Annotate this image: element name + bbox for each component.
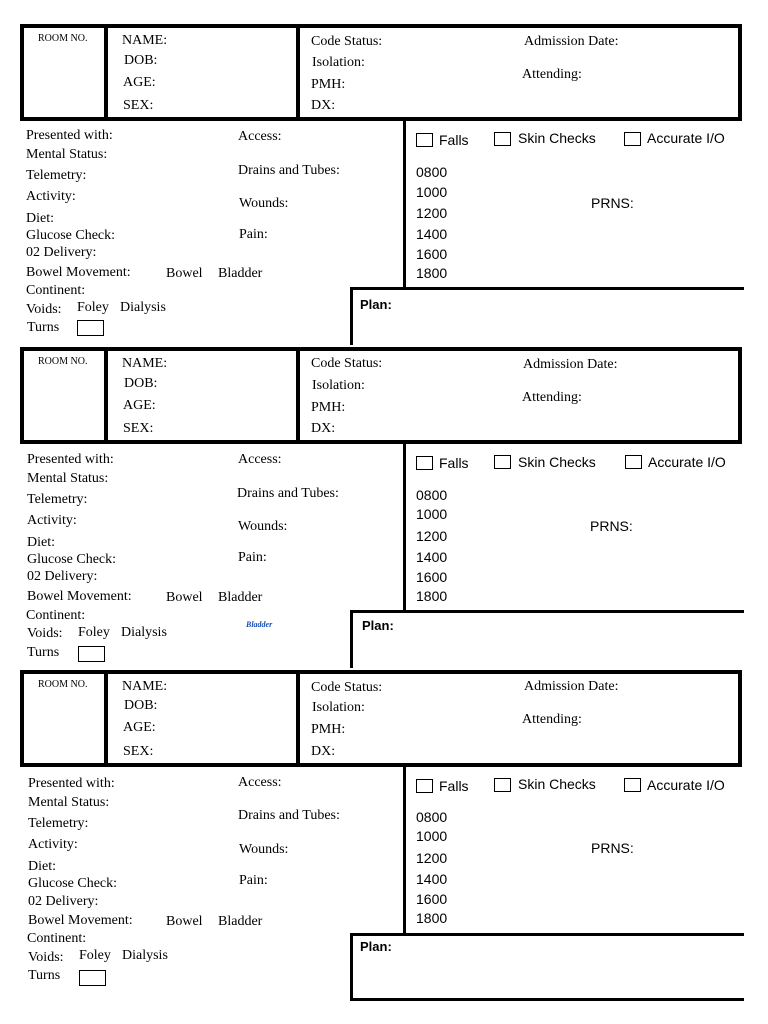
dob-label: DOB: — [124, 376, 158, 391]
admission-date-label: Admission Date: — [523, 357, 618, 372]
skin-checks-checkbox[interactable] — [494, 778, 511, 792]
falls-label: Falls — [439, 778, 469, 794]
divider — [296, 24, 300, 121]
falls-label: Falls — [439, 455, 469, 471]
access-label: Access: — [238, 452, 282, 467]
activity-label: Activity: — [26, 189, 76, 204]
time-1400: 1400 — [416, 226, 448, 242]
time-0800: 0800 — [416, 164, 448, 180]
patient-section-3 — [0, 646, 768, 1006]
bowel-movement-label: Bowel Movement: — [27, 589, 132, 604]
time-0800: 0800 — [416, 809, 448, 825]
room-no-label: ROOM NO. — [38, 679, 88, 690]
turns-box[interactable] — [79, 970, 106, 986]
code-status-label: Code Status: — [311, 356, 383, 371]
access-label: Access: — [238, 129, 282, 144]
foley-label: Foley — [79, 948, 111, 963]
wounds-label: Wounds: — [239, 842, 289, 857]
bowel-movement-label: Bowel Movement: — [28, 913, 133, 928]
drains-tubes-label: Drains and Tubes: — [238, 808, 340, 823]
skin-checks-label: Skin Checks — [518, 130, 596, 146]
voids-label: Voids: — [26, 302, 62, 317]
room-no-label: ROOM NO. — [38, 33, 88, 44]
pmh-label: PMH: — [311, 400, 346, 415]
plan-label: Plan: — [360, 297, 392, 312]
dialysis-label: Dialysis — [120, 300, 166, 315]
time-1200: 1200 — [416, 205, 448, 221]
admission-date-label: Admission Date: — [524, 34, 619, 49]
presented-with-label: Presented with: — [27, 452, 114, 467]
isolation-label: Isolation: — [312, 700, 365, 715]
attending-label: Attending: — [522, 67, 582, 82]
foley-label: Foley — [78, 625, 110, 640]
o2-delivery-label: 02 Delivery: — [28, 894, 99, 909]
time-1400: 1400 — [416, 549, 448, 565]
dialysis-label: Dialysis — [121, 625, 167, 640]
code-status-label: Code Status: — [311, 34, 383, 49]
bladder-label: Bladder — [218, 590, 263, 605]
divider — [104, 670, 108, 767]
prns-label: PRNS: — [591, 840, 634, 856]
pmh-label: PMH: — [311, 77, 346, 92]
skin-checks-label: Skin Checks — [518, 454, 596, 470]
pain-label: Pain: — [238, 550, 267, 565]
sex-label: SEX: — [123, 98, 154, 113]
handwritten-note: Bladder — [246, 620, 273, 629]
mental-status-label: Mental Status: — [28, 795, 110, 810]
time-1800: 1800 — [416, 265, 448, 281]
turns-label: Turns — [27, 320, 60, 335]
dialysis-label: Dialysis — [122, 948, 168, 963]
dx-label: DX: — [311, 421, 336, 436]
code-status-label: Code Status: — [311, 680, 383, 695]
age-label: AGE: — [123, 398, 156, 413]
age-label: AGE: — [123, 720, 156, 735]
prns-label: PRNS: — [590, 518, 633, 534]
patient-section-2 — [0, 323, 768, 668]
time-1600: 1600 — [416, 246, 448, 262]
plan-label: Plan: — [362, 618, 394, 633]
diet-label: Diet: — [26, 211, 54, 226]
divider — [403, 121, 406, 289]
room-no-label: ROOM NO. — [38, 356, 88, 367]
sex-label: SEX: — [123, 421, 154, 436]
accurate-io-checkbox[interactable] — [625, 455, 642, 469]
time-1200: 1200 — [416, 528, 448, 544]
bowel-label: Bowel — [166, 914, 203, 929]
accurate-io-checkbox[interactable] — [624, 778, 641, 792]
dx-label: DX: — [311, 744, 336, 759]
bowel-label: Bowel — [166, 590, 203, 605]
time-0800: 0800 — [416, 487, 448, 503]
accurate-io-label: Accurate I/O — [647, 130, 725, 146]
mental-status-label: Mental Status: — [26, 147, 108, 162]
divider — [403, 767, 406, 935]
falls-label: Falls — [439, 132, 469, 148]
voids-label: Voids: — [27, 626, 63, 641]
attending-label: Attending: — [522, 712, 582, 727]
time-1600: 1600 — [416, 891, 448, 907]
age-label: AGE: — [123, 75, 156, 90]
diet-label: Diet: — [28, 859, 56, 874]
divider — [104, 347, 108, 444]
prns-label: PRNS: — [591, 195, 634, 211]
dob-label: DOB: — [124, 698, 158, 713]
falls-checkbox[interactable] — [416, 133, 433, 147]
plan-label: Plan: — [360, 939, 392, 954]
isolation-label: Isolation: — [312, 55, 365, 70]
patient-section-1 — [0, 0, 768, 345]
telemetry-label: Telemetry: — [28, 816, 89, 831]
turns-label: Turns — [28, 968, 61, 983]
wounds-label: Wounds: — [239, 196, 289, 211]
telemetry-label: Telemetry: — [26, 168, 87, 183]
divider — [350, 933, 744, 936]
presented-with-label: Presented with: — [28, 776, 115, 791]
divider — [350, 998, 744, 1001]
divider — [104, 24, 108, 121]
bladder-label: Bladder — [218, 266, 263, 281]
bladder-label: Bladder — [218, 914, 263, 929]
turns-label: Turns — [27, 645, 60, 660]
time-1000: 1000 — [416, 506, 448, 522]
access-label: Access: — [238, 775, 282, 790]
drains-tubes-label: Drains and Tubes: — [238, 163, 340, 178]
pmh-label: PMH: — [311, 722, 346, 737]
o2-delivery-label: 02 Delivery: — [26, 245, 97, 260]
time-1800: 1800 — [416, 910, 448, 926]
attending-label: Attending: — [522, 390, 582, 405]
dx-label: DX: — [311, 98, 336, 113]
accurate-io-label: Accurate I/O — [647, 777, 725, 793]
skin-checks-label: Skin Checks — [518, 776, 596, 792]
dob-label: DOB: — [124, 53, 158, 68]
time-1600: 1600 — [416, 569, 448, 585]
activity-label: Activity: — [28, 837, 78, 852]
wounds-label: Wounds: — [238, 519, 288, 534]
time-1200: 1200 — [416, 850, 448, 866]
skin-checks-checkbox[interactable] — [494, 132, 511, 146]
falls-checkbox[interactable] — [416, 456, 433, 470]
sex-label: SEX: — [123, 744, 154, 759]
divider — [403, 444, 406, 612]
time-1000: 1000 — [416, 828, 448, 844]
mental-status-label: Mental Status: — [27, 471, 109, 486]
accurate-io-checkbox[interactable] — [624, 132, 641, 146]
time-1000: 1000 — [416, 184, 448, 200]
name-label: NAME: — [122, 679, 168, 694]
pain-label: Pain: — [239, 873, 268, 888]
divider — [350, 933, 353, 1001]
drains-tubes-label: Drains and Tubes: — [237, 486, 339, 501]
falls-checkbox[interactable] — [416, 779, 433, 793]
name-label: NAME: — [122, 33, 168, 48]
continent-label: Continent: — [26, 283, 86, 298]
accurate-io-label: Accurate I/O — [648, 454, 726, 470]
continent-label: Continent: — [27, 931, 87, 946]
skin-checks-checkbox[interactable] — [494, 455, 511, 469]
foley-label: Foley — [77, 300, 109, 315]
name-label: NAME: — [122, 356, 168, 371]
o2-delivery-label: 02 Delivery: — [27, 569, 98, 584]
divider — [350, 610, 744, 613]
time-1800: 1800 — [416, 588, 448, 604]
admission-date-label: Admission Date: — [524, 679, 619, 694]
divider — [296, 670, 300, 767]
divider — [296, 347, 300, 444]
presented-with-label: Presented with: — [26, 128, 113, 143]
divider — [350, 287, 744, 290]
activity-label: Activity: — [27, 513, 77, 528]
voids-label: Voids: — [28, 950, 64, 965]
telemetry-label: Telemetry: — [27, 492, 88, 507]
bowel-label: Bowel — [166, 266, 203, 281]
glucose-check-label: Glucose Check: — [26, 228, 116, 243]
diet-label: Diet: — [27, 535, 55, 550]
pain-label: Pain: — [239, 227, 268, 242]
time-1400: 1400 — [416, 871, 448, 887]
glucose-check-label: Glucose Check: — [27, 552, 117, 567]
glucose-check-label: Glucose Check: — [28, 876, 118, 891]
continent-label: Continent: — [26, 608, 86, 623]
bowel-movement-label: Bowel Movement: — [26, 265, 131, 280]
isolation-label: Isolation: — [312, 378, 365, 393]
